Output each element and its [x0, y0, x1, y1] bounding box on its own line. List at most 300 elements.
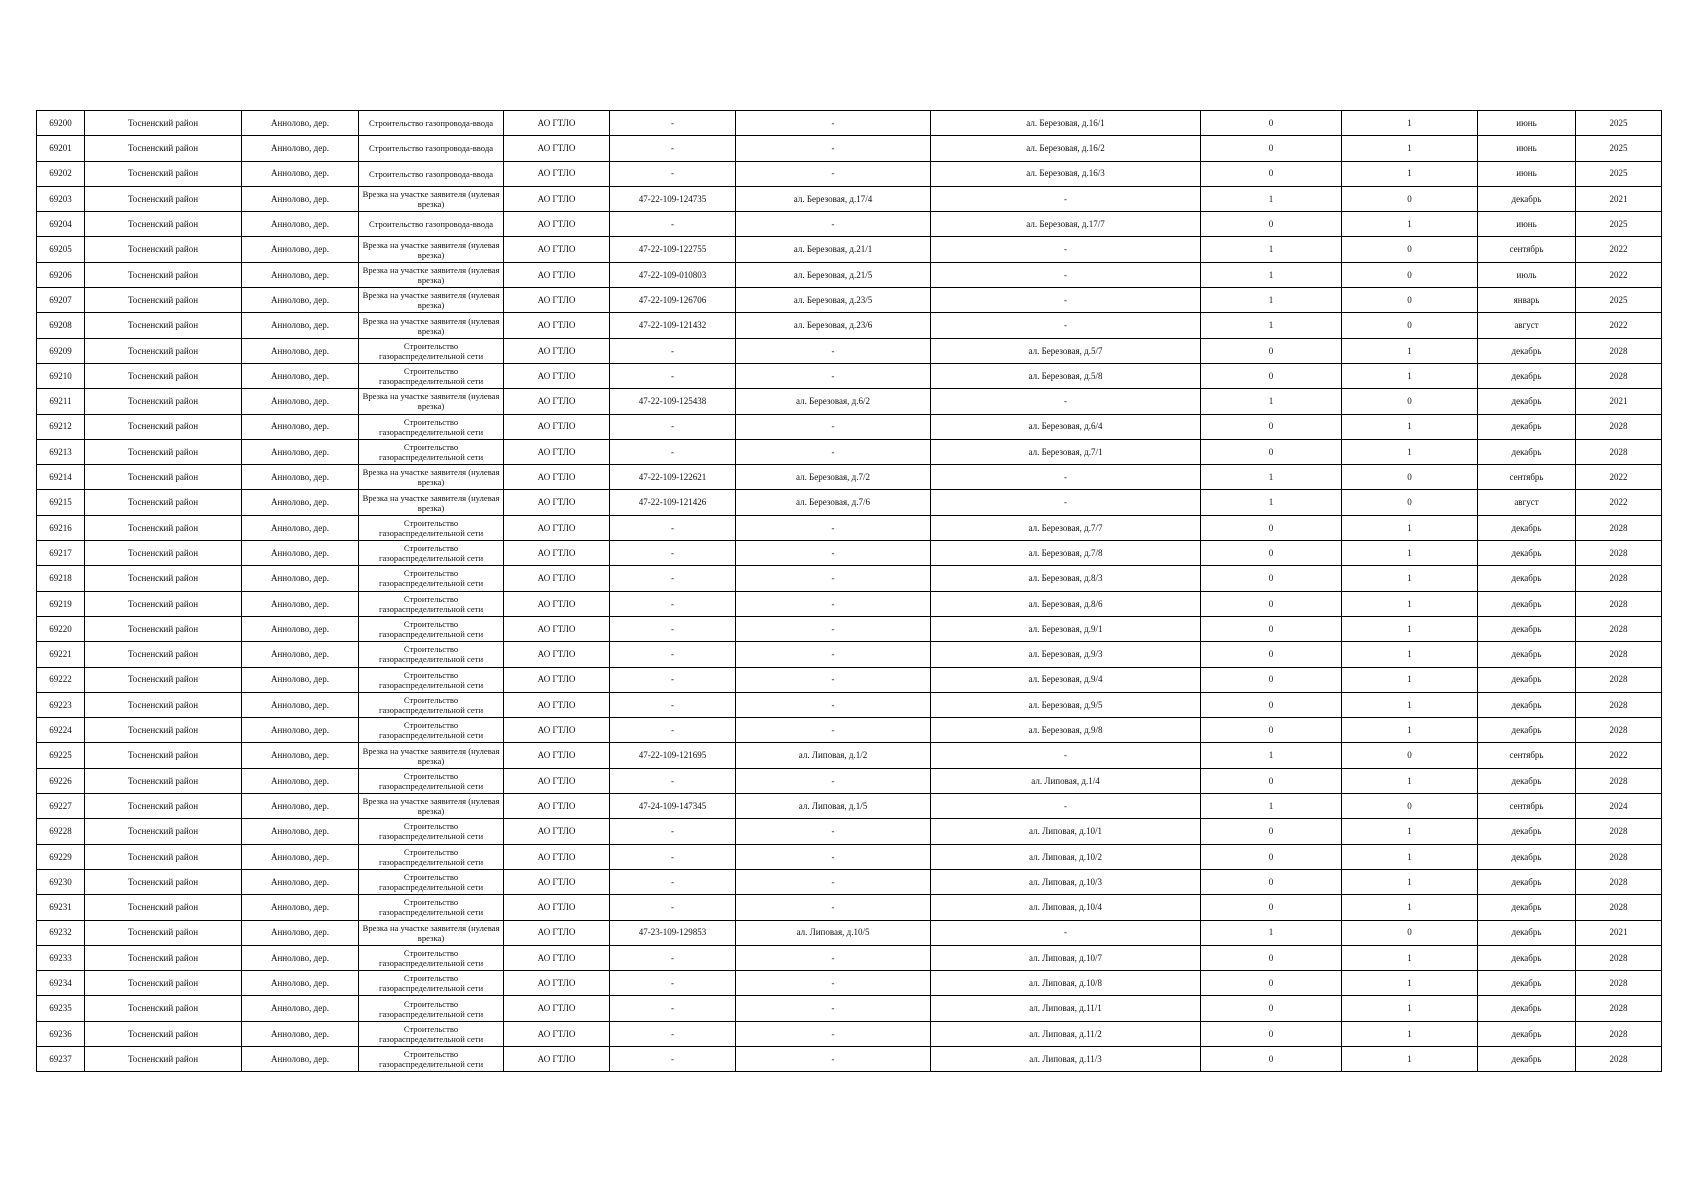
cell-value-a: 1: [1201, 794, 1342, 819]
cell-value-a: 0: [1201, 212, 1342, 237]
cell-work-type: Строительство газораспределительной сети: [359, 895, 504, 920]
cell-address-existing: -: [736, 692, 931, 717]
cell-month: декабрь: [1478, 515, 1576, 540]
cell-organization: АО ГТЛО: [504, 515, 610, 540]
cell-id: 69214: [37, 465, 85, 490]
cell-cadastral-number: -: [610, 566, 736, 591]
cell-work-type: Строительство газораспределительной сети: [359, 869, 504, 894]
cell-work-type: Строительство газораспределительной сети: [359, 541, 504, 566]
cell-year: 2028: [1576, 869, 1662, 894]
cell-address-existing: -: [736, 616, 931, 641]
cell-district: Тосненский район: [85, 692, 242, 717]
cell-settlement: Аннолово, дер.: [242, 490, 359, 515]
cell-settlement: Аннолово, дер.: [242, 996, 359, 1021]
data-table: [36, 110, 1662, 1072]
cell-address-existing: -: [736, 819, 931, 844]
table-row: [37, 566, 1662, 591]
table-row: [37, 869, 1662, 894]
cell-work-type: Строительство газораспределительной сети: [359, 439, 504, 464]
cell-district: Тосненский район: [85, 363, 242, 388]
cell-organization: АО ГТЛО: [504, 465, 610, 490]
cell-value-b: 1: [1342, 869, 1478, 894]
cell-month: декабрь: [1478, 1046, 1576, 1071]
cell-address-existing: -: [736, 338, 931, 363]
table-row: [37, 262, 1662, 287]
cell-address-existing: ал. Липовая, д.1/2: [736, 743, 931, 768]
cell-year: 2025: [1576, 136, 1662, 161]
cell-organization: АО ГТЛО: [504, 237, 610, 262]
cell-settlement: Аннолово, дер.: [242, 971, 359, 996]
cell-district: Тосненский район: [85, 667, 242, 692]
cell-year: 2028: [1576, 692, 1662, 717]
table-row: [37, 844, 1662, 869]
cell-work-type: Строительство газораспределительной сети: [359, 819, 504, 844]
cell-work-type: Врезка на участке заявителя (нулевая врезка): [359, 237, 504, 262]
cell-district: Тосненский район: [85, 262, 242, 287]
cell-address-planned: -: [931, 743, 1201, 768]
cell-month: июль: [1478, 262, 1576, 287]
cell-work-type: Строительство газораспределительной сети: [359, 945, 504, 970]
cell-cadastral-number: -: [610, 667, 736, 692]
cell-cadastral-number: 47-23-109-129853: [610, 920, 736, 945]
cell-work-type: Строительство газораспределительной сети: [359, 338, 504, 363]
cell-work-type: Врезка на участке заявителя (нулевая врезка): [359, 186, 504, 211]
cell-month: январь: [1478, 288, 1576, 313]
cell-address-existing: ал. Березовая, д.23/6: [736, 313, 931, 338]
cell-year: 2028: [1576, 819, 1662, 844]
cell-work-type: Врезка на участке заявителя (нулевая врезка): [359, 490, 504, 515]
cell-value-b: 1: [1342, 844, 1478, 869]
table-row: [37, 768, 1662, 793]
table-row: [37, 288, 1662, 313]
cell-district: Тосненский район: [85, 895, 242, 920]
cell-address-existing: ал. Березовая, д.21/1: [736, 237, 931, 262]
cell-value-b: 1: [1342, 996, 1478, 1021]
cell-address-existing: -: [736, 136, 931, 161]
cell-organization: АО ГТЛО: [504, 768, 610, 793]
cell-organization: АО ГТЛО: [504, 642, 610, 667]
cell-organization: АО ГТЛО: [504, 363, 610, 388]
cell-address-planned: ал. Березовая, д.16/1: [931, 111, 1201, 136]
cell-value-b: 1: [1342, 161, 1478, 186]
cell-settlement: Аннолово, дер.: [242, 313, 359, 338]
cell-address-planned: -: [931, 794, 1201, 819]
cell-cadastral-number: -: [610, 895, 736, 920]
cell-address-planned: ал. Липовая, д.10/8: [931, 971, 1201, 996]
cell-id: 69224: [37, 718, 85, 743]
cell-cadastral-number: -: [610, 111, 736, 136]
cell-id: 69234: [37, 971, 85, 996]
cell-address-existing: ал. Липовая, д.10/5: [736, 920, 931, 945]
cell-month: декабрь: [1478, 338, 1576, 363]
cell-value-b: 0: [1342, 389, 1478, 414]
cell-district: Тосненский район: [85, 212, 242, 237]
cell-month: июнь: [1478, 161, 1576, 186]
cell-address-planned: -: [931, 262, 1201, 287]
cell-address-planned: ал. Липовая, д.1/4: [931, 768, 1201, 793]
cell-cadastral-number: -: [610, 136, 736, 161]
cell-cadastral-number: -: [610, 515, 736, 540]
cell-work-type: Строительство газораспределительной сети: [359, 844, 504, 869]
cell-organization: АО ГТЛО: [504, 920, 610, 945]
cell-value-a: 0: [1201, 566, 1342, 591]
cell-cadastral-number: -: [610, 718, 736, 743]
cell-address-planned: ал. Березовая, д.9/4: [931, 667, 1201, 692]
cell-id: 69218: [37, 566, 85, 591]
cell-id: 69210: [37, 363, 85, 388]
cell-value-b: 0: [1342, 743, 1478, 768]
cell-organization: АО ГТЛО: [504, 414, 610, 439]
cell-settlement: Аннолово, дер.: [242, 1046, 359, 1071]
cell-address-planned: ал. Липовая, д.11/2: [931, 1021, 1201, 1046]
cell-organization: АО ГТЛО: [504, 1021, 610, 1046]
cell-month: декабрь: [1478, 692, 1576, 717]
cell-settlement: Аннолово, дер.: [242, 465, 359, 490]
cell-id: 69201: [37, 136, 85, 161]
cell-settlement: Аннолово, дер.: [242, 1021, 359, 1046]
cell-value-b: 0: [1342, 465, 1478, 490]
cell-address-planned: -: [931, 288, 1201, 313]
cell-district: Тосненский район: [85, 490, 242, 515]
cell-month: июнь: [1478, 212, 1576, 237]
table-row: [37, 313, 1662, 338]
cell-year: 2021: [1576, 920, 1662, 945]
cell-value-a: 1: [1201, 288, 1342, 313]
cell-settlement: Аннолово, дер.: [242, 667, 359, 692]
cell-address-planned: ал. Липовая, д.10/4: [931, 895, 1201, 920]
cell-settlement: Аннолово, дер.: [242, 161, 359, 186]
cell-cadastral-number: -: [610, 541, 736, 566]
cell-work-type: Строительство газораспределительной сети: [359, 1046, 504, 1071]
cell-cadastral-number: 47-22-109-121432: [610, 313, 736, 338]
cell-organization: АО ГТЛО: [504, 869, 610, 894]
table-row: [37, 363, 1662, 388]
table-row: [37, 136, 1662, 161]
cell-district: Тосненский район: [85, 996, 242, 1021]
cell-address-planned: ал. Липовая, д.11/1: [931, 996, 1201, 1021]
cell-id: 69205: [37, 237, 85, 262]
cell-year: 2025: [1576, 288, 1662, 313]
cell-address-existing: -: [736, 945, 931, 970]
cell-district: Тосненский район: [85, 768, 242, 793]
cell-work-type: Строительство газопровода-ввода: [359, 161, 504, 186]
cell-address-existing: ал. Липовая, д.1/5: [736, 794, 931, 819]
cell-month: декабрь: [1478, 616, 1576, 641]
cell-value-a: 1: [1201, 313, 1342, 338]
table-row: [37, 111, 1662, 136]
cell-address-planned: ал. Березовая, д.5/8: [931, 363, 1201, 388]
cell-address-existing: -: [736, 895, 931, 920]
table-row: [37, 237, 1662, 262]
cell-organization: АО ГТЛО: [504, 111, 610, 136]
cell-address-planned: ал. Березовая, д.9/1: [931, 616, 1201, 641]
cell-district: Тосненский район: [85, 237, 242, 262]
cell-id: 69225: [37, 743, 85, 768]
cell-settlement: Аннолово, дер.: [242, 743, 359, 768]
cell-district: Тосненский район: [85, 186, 242, 211]
cell-value-b: 1: [1342, 667, 1478, 692]
cell-id: 69227: [37, 794, 85, 819]
cell-address-existing: -: [736, 642, 931, 667]
cell-address-existing: -: [736, 111, 931, 136]
cell-value-b: 1: [1342, 591, 1478, 616]
cell-address-existing: ал. Березовая, д.21/5: [736, 262, 931, 287]
cell-settlement: Аннолово, дер.: [242, 136, 359, 161]
cell-value-a: 0: [1201, 844, 1342, 869]
cell-value-a: 1: [1201, 490, 1342, 515]
cell-district: Тосненский район: [85, 642, 242, 667]
cell-address-existing: -: [736, 667, 931, 692]
cell-year: 2028: [1576, 363, 1662, 388]
cell-settlement: Аннолово, дер.: [242, 591, 359, 616]
cell-month: декабрь: [1478, 945, 1576, 970]
cell-district: Тосненский район: [85, 465, 242, 490]
cell-year: 2022: [1576, 262, 1662, 287]
cell-id: 69226: [37, 768, 85, 793]
cell-address-planned: -: [931, 186, 1201, 211]
cell-value-a: 0: [1201, 161, 1342, 186]
cell-address-existing: -: [736, 414, 931, 439]
cell-organization: АО ГТЛО: [504, 262, 610, 287]
cell-value-b: 0: [1342, 794, 1478, 819]
cell-address-existing: -: [736, 439, 931, 464]
cell-value-a: 0: [1201, 111, 1342, 136]
cell-address-planned: ал. Липовая, д.10/3: [931, 869, 1201, 894]
cell-address-existing: -: [736, 1046, 931, 1071]
table-row: [37, 642, 1662, 667]
cell-year: 2021: [1576, 389, 1662, 414]
table-row: [37, 692, 1662, 717]
cell-address-existing: -: [736, 591, 931, 616]
cell-organization: АО ГТЛО: [504, 1046, 610, 1071]
cell-work-type: Строительство газораспределительной сети: [359, 692, 504, 717]
cell-settlement: Аннолово, дер.: [242, 844, 359, 869]
cell-address-planned: ал. Березовая, д.8/3: [931, 566, 1201, 591]
cell-year: 2028: [1576, 439, 1662, 464]
cell-value-a: 0: [1201, 414, 1342, 439]
cell-address-planned: ал. Березовая, д.9/5: [931, 692, 1201, 717]
cell-organization: АО ГТЛО: [504, 541, 610, 566]
table-row: [37, 1021, 1662, 1046]
cell-organization: АО ГТЛО: [504, 212, 610, 237]
cell-organization: АО ГТЛО: [504, 591, 610, 616]
cell-cadastral-number: -: [610, 414, 736, 439]
table-row: [37, 161, 1662, 186]
cell-month: сентябрь: [1478, 743, 1576, 768]
cell-id: 69230: [37, 869, 85, 894]
cell-work-type: Строительство газопровода-ввода: [359, 111, 504, 136]
cell-value-a: 1: [1201, 237, 1342, 262]
cell-value-b: 1: [1342, 136, 1478, 161]
cell-work-type: Строительство газораспределительной сети: [359, 414, 504, 439]
cell-work-type: Врезка на участке заявителя (нулевая врезка): [359, 313, 504, 338]
cell-id: 69235: [37, 996, 85, 1021]
cell-district: Тосненский район: [85, 718, 242, 743]
cell-organization: АО ГТЛО: [504, 186, 610, 211]
cell-month: июнь: [1478, 111, 1576, 136]
cell-value-a: 0: [1201, 642, 1342, 667]
cell-address-planned: ал. Березовая, д.7/1: [931, 439, 1201, 464]
cell-district: Тосненский район: [85, 161, 242, 186]
cell-cadastral-number: 47-24-109-147345: [610, 794, 736, 819]
cell-month: декабрь: [1478, 414, 1576, 439]
cell-settlement: Аннолово, дер.: [242, 288, 359, 313]
cell-value-a: 1: [1201, 389, 1342, 414]
cell-id: 69229: [37, 844, 85, 869]
cell-value-b: 1: [1342, 566, 1478, 591]
cell-value-b: 1: [1342, 439, 1478, 464]
cell-month: август: [1478, 313, 1576, 338]
cell-month: сентябрь: [1478, 237, 1576, 262]
cell-year: 2021: [1576, 186, 1662, 211]
cell-organization: АО ГТЛО: [504, 288, 610, 313]
table-row: [37, 465, 1662, 490]
cell-value-b: 1: [1342, 895, 1478, 920]
table-row: [37, 743, 1662, 768]
cell-id: 69213: [37, 439, 85, 464]
cell-district: Тосненский район: [85, 945, 242, 970]
cell-settlement: Аннолово, дер.: [242, 819, 359, 844]
cell-address-planned: ал. Березовая, д.17/7: [931, 212, 1201, 237]
cell-value-a: 0: [1201, 945, 1342, 970]
cell-organization: АО ГТЛО: [504, 895, 610, 920]
cell-settlement: Аннолово, дер.: [242, 895, 359, 920]
cell-organization: АО ГТЛО: [504, 844, 610, 869]
cell-year: 2028: [1576, 616, 1662, 641]
cell-address-existing: -: [736, 869, 931, 894]
cell-year: 2028: [1576, 642, 1662, 667]
cell-address-planned: ал. Березовая, д.9/8: [931, 718, 1201, 743]
cell-month: июнь: [1478, 136, 1576, 161]
cell-month: декабрь: [1478, 389, 1576, 414]
cell-value-a: 1: [1201, 465, 1342, 490]
cell-month: декабрь: [1478, 1021, 1576, 1046]
cell-address-existing: -: [736, 768, 931, 793]
cell-address-existing: ал. Березовая, д.7/6: [736, 490, 931, 515]
cell-value-a: 0: [1201, 136, 1342, 161]
cell-settlement: Аннолово, дер.: [242, 566, 359, 591]
cell-month: декабрь: [1478, 869, 1576, 894]
cell-id: 69217: [37, 541, 85, 566]
cell-work-type: Строительство газораспределительной сети: [359, 971, 504, 996]
cell-cadastral-number: -: [610, 996, 736, 1021]
cell-id: 69207: [37, 288, 85, 313]
cell-work-type: Строительство газораспределительной сети: [359, 642, 504, 667]
cell-district: Тосненский район: [85, 819, 242, 844]
cell-district: Тосненский район: [85, 313, 242, 338]
cell-year: 2028: [1576, 718, 1662, 743]
cell-work-type: Врезка на участке заявителя (нулевая врезка): [359, 262, 504, 287]
cell-value-a: 0: [1201, 541, 1342, 566]
cell-year: 2028: [1576, 566, 1662, 591]
cell-id: 69204: [37, 212, 85, 237]
cell-cadastral-number: -: [610, 363, 736, 388]
cell-address-planned: -: [931, 313, 1201, 338]
cell-year: 2028: [1576, 996, 1662, 1021]
cell-id: 69222: [37, 667, 85, 692]
cell-value-a: 0: [1201, 895, 1342, 920]
cell-value-b: 1: [1342, 819, 1478, 844]
table-row: [37, 920, 1662, 945]
cell-value-b: 0: [1342, 288, 1478, 313]
cell-year: 2028: [1576, 768, 1662, 793]
cell-month: декабрь: [1478, 844, 1576, 869]
cell-month: сентябрь: [1478, 794, 1576, 819]
table-row: [37, 591, 1662, 616]
cell-year: 2028: [1576, 591, 1662, 616]
cell-settlement: Аннолово, дер.: [242, 212, 359, 237]
cell-year: 2022: [1576, 743, 1662, 768]
cell-year: 2028: [1576, 414, 1662, 439]
cell-organization: АО ГТЛО: [504, 389, 610, 414]
cell-value-b: 1: [1342, 692, 1478, 717]
cell-work-type: Строительство газопровода-ввода: [359, 212, 504, 237]
cell-address-existing: ал. Березовая, д.6/2: [736, 389, 931, 414]
cell-work-type: Строительство газораспределительной сети: [359, 996, 504, 1021]
table-row: [37, 895, 1662, 920]
cell-year: 2028: [1576, 945, 1662, 970]
cell-work-type: Строительство газопровода-ввода: [359, 136, 504, 161]
cell-address-planned: -: [931, 237, 1201, 262]
cell-settlement: Аннолово, дер.: [242, 920, 359, 945]
cell-month: декабрь: [1478, 642, 1576, 667]
cell-value-a: 1: [1201, 920, 1342, 945]
cell-district: Тосненский район: [85, 920, 242, 945]
table-row: [37, 718, 1662, 743]
cell-value-b: 1: [1342, 642, 1478, 667]
cell-cadastral-number: -: [610, 161, 736, 186]
cell-cadastral-number: -: [610, 869, 736, 894]
cell-month: декабрь: [1478, 439, 1576, 464]
cell-cadastral-number: -: [610, 692, 736, 717]
cell-value-a: 1: [1201, 186, 1342, 211]
cell-settlement: Аннолово, дер.: [242, 363, 359, 388]
cell-settlement: Аннолово, дер.: [242, 642, 359, 667]
cell-district: Тосненский район: [85, 1021, 242, 1046]
cell-settlement: Аннолово, дер.: [242, 718, 359, 743]
cell-district: Тосненский район: [85, 844, 242, 869]
cell-year: 2028: [1576, 667, 1662, 692]
cell-address-planned: ал. Липовая, д.10/2: [931, 844, 1201, 869]
cell-address-planned: -: [931, 465, 1201, 490]
cell-value-b: 1: [1342, 718, 1478, 743]
cell-id: 69231: [37, 895, 85, 920]
cell-value-a: 0: [1201, 667, 1342, 692]
cell-district: Тосненский район: [85, 616, 242, 641]
cell-district: Тосненский район: [85, 1046, 242, 1071]
cell-month: декабрь: [1478, 566, 1576, 591]
cell-month: декабрь: [1478, 541, 1576, 566]
cell-cadastral-number: 47-22-109-010803: [610, 262, 736, 287]
cell-organization: АО ГТЛО: [504, 161, 610, 186]
cell-id: 69219: [37, 591, 85, 616]
cell-address-existing: -: [736, 212, 931, 237]
cell-cadastral-number: -: [610, 439, 736, 464]
cell-id: 69208: [37, 313, 85, 338]
cell-address-existing: -: [736, 1021, 931, 1046]
cell-address-existing: ал. Березовая, д.17/4: [736, 186, 931, 211]
cell-settlement: Аннолово, дер.: [242, 945, 359, 970]
cell-cadastral-number: -: [610, 819, 736, 844]
cell-work-type: Строительство газораспределительной сети: [359, 768, 504, 793]
cell-settlement: Аннолово, дер.: [242, 541, 359, 566]
cell-id: 69202: [37, 161, 85, 186]
cell-year: 2028: [1576, 338, 1662, 363]
cell-cadastral-number: 47-22-109-125438: [610, 389, 736, 414]
cell-value-b: 0: [1342, 262, 1478, 287]
cell-value-a: 0: [1201, 338, 1342, 363]
cell-organization: АО ГТЛО: [504, 743, 610, 768]
